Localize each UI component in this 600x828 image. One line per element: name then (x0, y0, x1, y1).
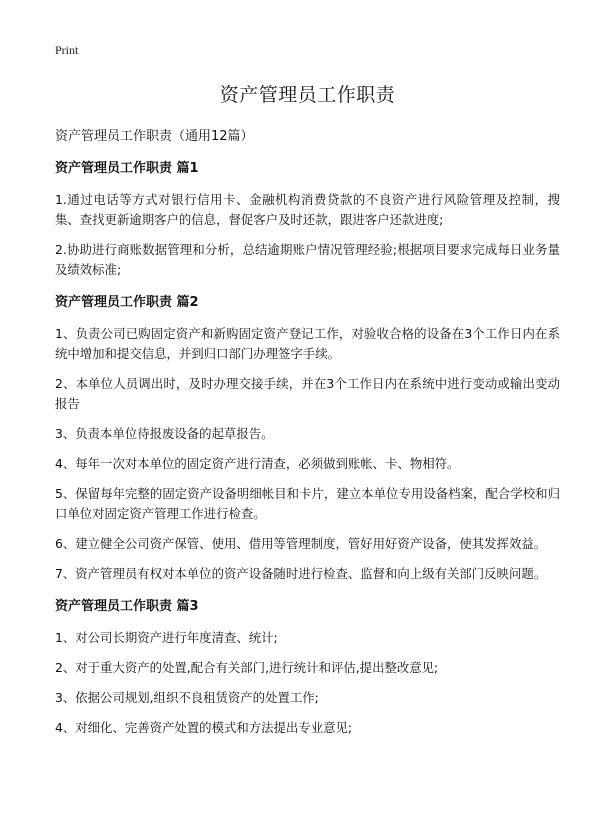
section-heading: 资产管理员工作职责 篇2 (55, 295, 199, 310)
paragraph: 3、依据公司规划,组织不良租赁资产的处置工作; (55, 690, 319, 705)
paragraph: 1、负责公司已购固定资产和新购固定资产登记工作，对验收合格的设备在3个工作日内在系统中增加和提交信息，并到归口部门办理签字手续。 (55, 326, 560, 361)
section-1 (55, 160, 560, 280)
section-heading: 资产管理员工作职责 篇1 (55, 161, 199, 176)
paragraph: 2.协助进行商账数据管理和分析，总结逾期账户情况管理经验;根据项目要求完成每日业务量及绩效标准; (55, 242, 560, 277)
paragraph: 6、建立健全公司资产保管、使用、借用等管理制度，管好用好资产设备，使其发挥效益。 (55, 536, 547, 551)
paragraph: 4、对细化、完善资产处置的模式和方法提出专业意见; (55, 720, 353, 735)
paragraph: 2、对于重大资产的处置,配合有关部门,进行统计和评估,提出整改意见; (55, 660, 439, 675)
section-2 (55, 294, 560, 584)
paragraph: 3、负责本单位待报废设备的起草报告。 (55, 426, 274, 441)
paragraph: 5、保留每年完整的固定资产设备明细帐目和卡片，建立本单位专用设备档案，配合学校和归口单位对固定资产管理工作进行检查。 (55, 486, 560, 521)
section-heading: 资产管理员工作职责 篇3 (55, 599, 199, 614)
paragraph: 2、本单位人员调出时，及时办理交接手续，并在3个工作日内在系统中进行变动或输出变动报告 (55, 376, 560, 411)
paragraph: 7、资产管理员有权对本单位的资产设备随时进行检查、监督和向上级有关部门反映问题。 (55, 566, 547, 581)
print-label: Print (55, 43, 79, 57)
paragraph: 1.通过电话等方式对银行信用卡、金融机构消费贷款的不良资产进行风险管理及控制，搜集、查找更新逾期客户的信息，督促客户及时还款，跟进客户还款进度; (55, 192, 560, 227)
document-subtitle: 资产管理员工作职责（通用12篇） (55, 129, 254, 144)
page-title: 资产管理员工作职责 (219, 84, 396, 106)
paragraph: 1、对公司长期资产进行年度清查、统计; (55, 630, 278, 645)
section-3 (55, 598, 560, 738)
paragraph: 4、每年一次对本单位的固定资产进行清查，必须做到账帐、卡、物相符。 (55, 456, 460, 471)
